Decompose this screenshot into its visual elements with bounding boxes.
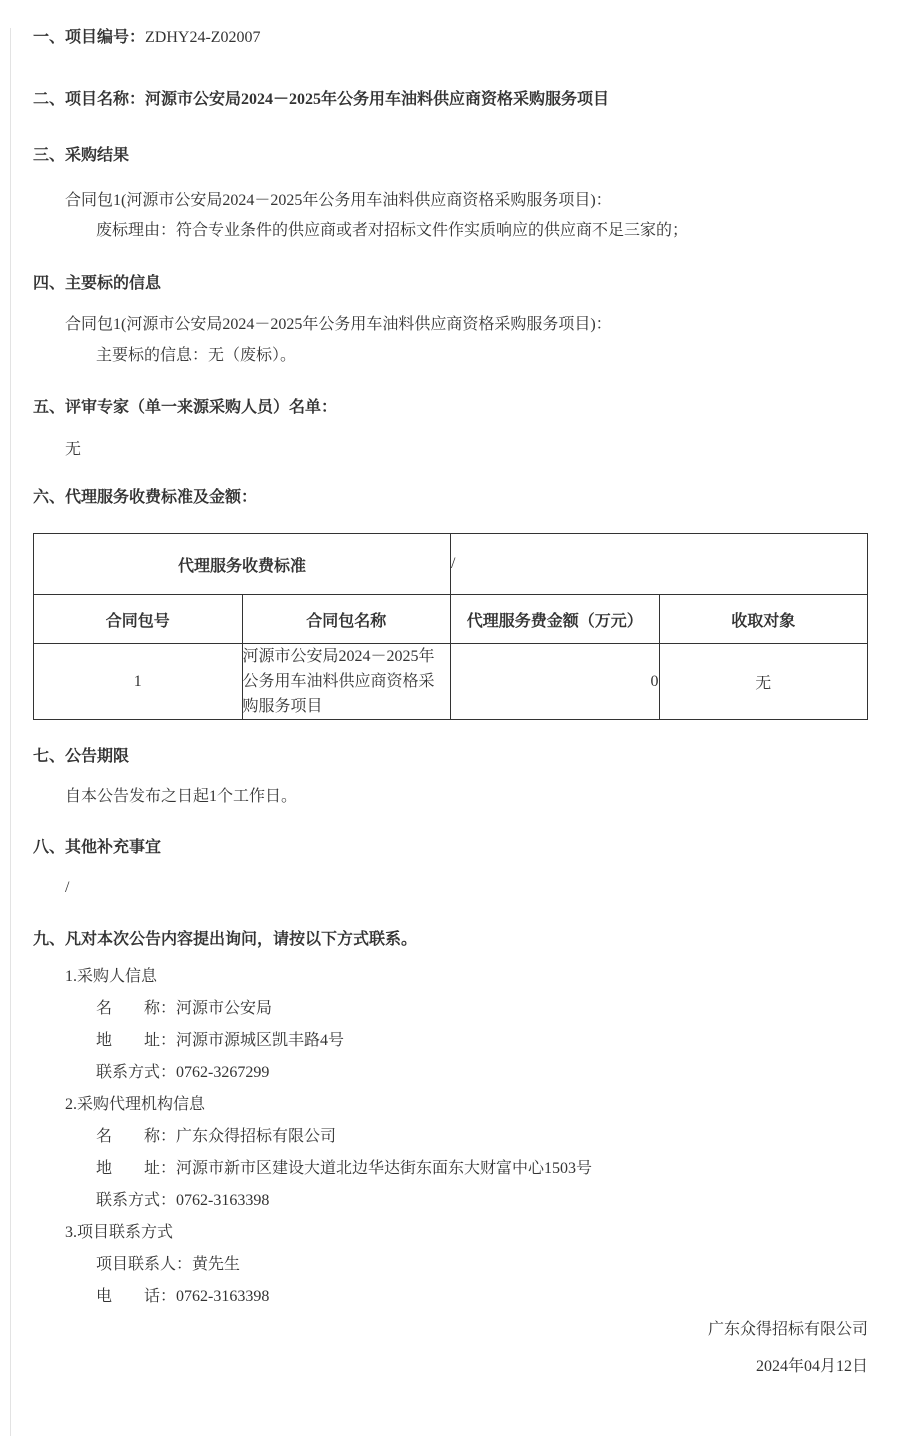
section3-heading: 三、采购结果	[33, 147, 130, 164]
project-contact-phone: 电 话：0762-3163398	[96, 1288, 270, 1305]
announcement-document	[0, 28, 897, 1377]
section5-expert-list: 无	[65, 441, 82, 458]
table-header-row	[34, 595, 868, 644]
section8-other-matters: /	[65, 879, 70, 896]
header-fee-amount: 代理服务费金额（万元）	[451, 595, 660, 644]
agency-fee-table	[33, 533, 868, 720]
section8-heading: 八、其他补充事宜	[33, 839, 162, 856]
purchaser-name: 名 称：河源市公安局	[96, 1000, 273, 1017]
section3-package-line: 合同包1(河源市公安局2024－2025年公务用车油料供应商资格采购服务项目)：	[65, 192, 612, 209]
agency-phone: 联系方式：0762-3163398	[96, 1192, 270, 1209]
agency-name: 名 称：广东众得招标有限公司	[96, 1128, 337, 1145]
agency-info-title: 2.采购代理机构信息	[65, 1096, 206, 1113]
header-charge-target: 收取对象	[659, 595, 868, 644]
signature-company: 广东众得招标有限公司	[707, 1321, 868, 1338]
section4-heading: 四、主要标的信息	[33, 275, 162, 292]
section4-package-line: 合同包1(河源市公安局2024－2025年公务用车油料供应商资格采购服务项目)：	[65, 316, 612, 333]
fee-standard-row	[34, 534, 868, 595]
project-contact-person: 项目联系人：黄先生	[96, 1256, 241, 1273]
project-contact-title: 3.项目联系方式	[65, 1224, 174, 1241]
project-number-value: ZDHY24-Z02007	[145, 29, 261, 46]
section7-heading: 七、公告期限	[33, 748, 130, 765]
purchaser-address: 地 址：河源市源城区凯丰路4号	[96, 1032, 345, 1049]
fee-standard-value-cell: /	[451, 534, 868, 595]
cell-charge-target: 无	[659, 644, 868, 720]
purchaser-info-title: 1.采购人信息	[65, 968, 158, 985]
table-data-row	[34, 644, 868, 720]
section2-heading: 二、项目名称：河源市公安局2024－2025年公务用车油料供应商资格采购服务项目	[33, 91, 610, 108]
section4-subject-info: 主要标的信息：无（废标）。	[96, 347, 297, 364]
signature-date: 2024年04月12日	[755, 1358, 868, 1375]
section9-heading: 九、凡对本次公告内容提出询问，请按以下方式联系。	[33, 931, 418, 948]
section3-rejection-reason: 废标理由：符合专业条件的供应商或者对招标文件作实质响应的供应商不足三家的；	[96, 222, 689, 239]
section5-heading: 五、评审专家（单一来源采购人员）名单：	[33, 399, 338, 416]
purchaser-phone: 联系方式：0762-3267299	[96, 1064, 270, 1081]
header-package-no: 合同包号	[34, 595, 243, 644]
section1-heading	[33, 28, 868, 48]
cell-fee-amount: 0	[451, 644, 660, 720]
cell-package-no: 1	[34, 644, 243, 720]
header-package-name: 合同包名称	[242, 595, 451, 644]
fee-standard-label-cell: 代理服务收费标准	[34, 534, 451, 595]
section6-heading: 六、代理服务收费标准及金额：	[33, 489, 258, 506]
section7-announcement-period: 自本公告发布之日起1个工作日。	[65, 788, 298, 805]
project-number-label: 一、项目编号：	[33, 29, 146, 46]
agency-address: 地 址：河源市新市区建设大道北边华达街东面东大财富中心1503号	[96, 1160, 593, 1177]
cell-package-name: 河源市公安局2024－2025年公务用车油料供应商资格采购服务项目	[242, 644, 451, 720]
